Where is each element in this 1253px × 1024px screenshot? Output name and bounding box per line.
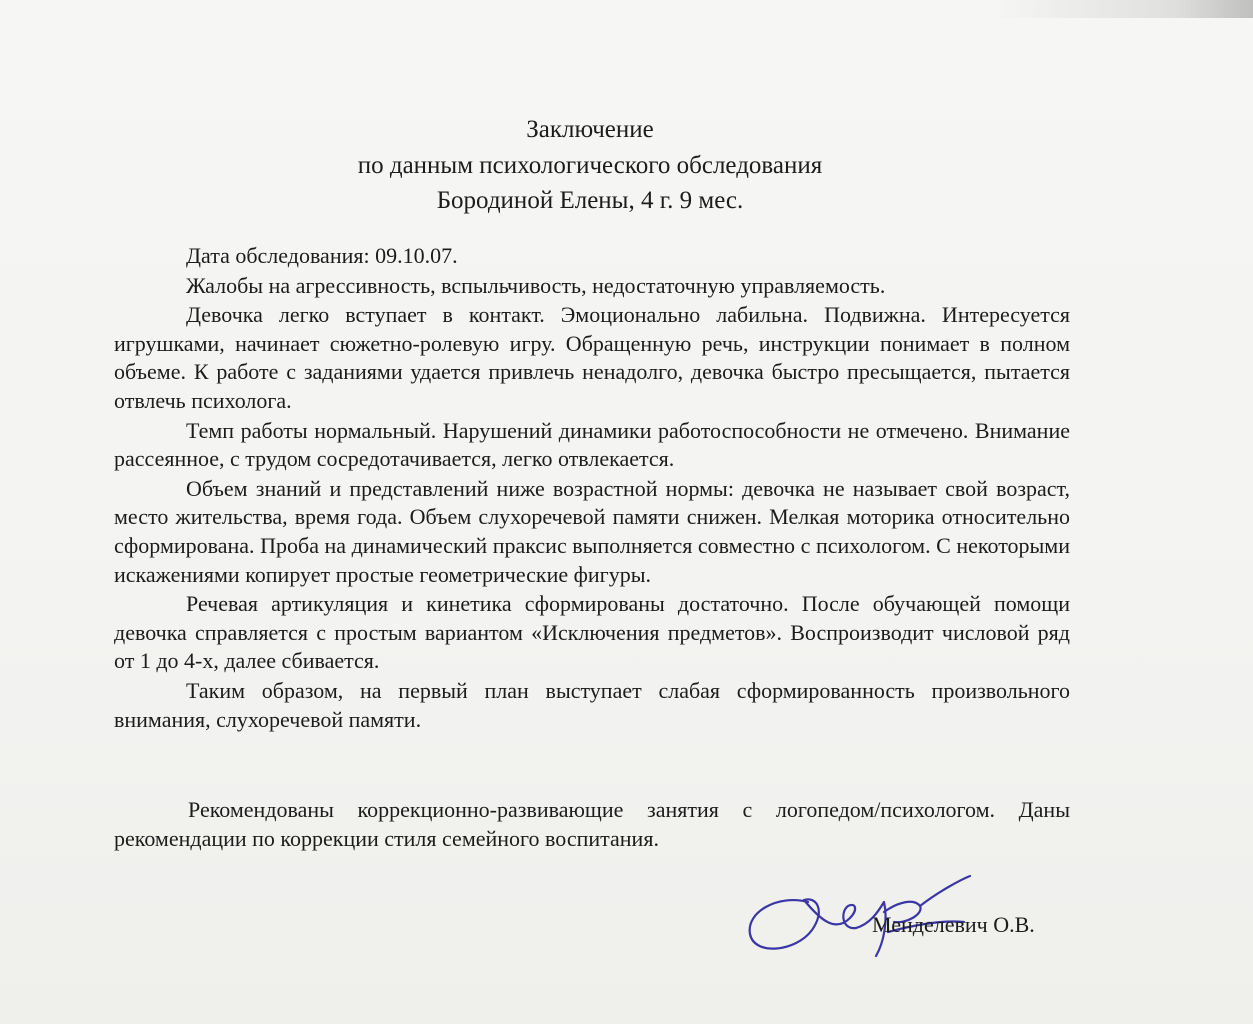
complaints: Жалобы на агрессивность, вспыльчивость, недостаточную управляемость. bbox=[186, 272, 886, 298]
document-body bbox=[114, 242, 1070, 734]
paragraph-conclusion: Таким образом, на первый план выступает слабая сформированность произвольного внимания, слухоречевой памяти. bbox=[114, 677, 1070, 732]
paragraph-work-tempo: Темп работы нормальный. Нарушений динамики работоспособности не отмечено. Внимание рассеянное, с трудом сосредотачивается, легко отвлекается. bbox=[114, 417, 1070, 472]
exam-date: Дата обследования: 09.10.07. bbox=[186, 243, 458, 268]
recommendations: Рекомендованы коррекционно-развивающие занятия с логопедом/психологом. Даны рекомендации по коррекции стиля семейного воспитания. bbox=[114, 797, 1070, 851]
signer-name: Менделевич О.В. bbox=[872, 912, 1035, 937]
title-line-1: Заключение bbox=[526, 116, 654, 143]
paragraph-contact: Девочка легко вступает в контакт. Эмоционально лабильна. Подвижна. Интересуется игрушками, начинает сюжетно-ролевую игру. Обращенную речь, инструкции понимает в полном объеме. К работе с заданиями удается привлечь ненадолго, девочка быстро пресыщается, пытается отвлечь психолога. bbox=[114, 302, 1070, 413]
paragraph-speech: Речевая артикуляция и кинетика сформированы достаточно. После обучающей помощи девочка справляется с простым вариантом «Исключения предметов». Воспроизводит числовой ряд от 1 до 4-х, далее сбивается. bbox=[114, 591, 1070, 674]
page-edge-shadow bbox=[993, 0, 1253, 18]
title-line-3: Бородиной Елены, 4 г. 9 мес. bbox=[436, 187, 744, 214]
signature-block bbox=[730, 872, 1090, 962]
paragraph-knowledge: Объем знаний и представлений ниже возрастной нормы: девочка не называет свой возраст, место жительства, время года. Объем слухоречевой памяти снижен. Мелкая моторика относительно сформирована. Проба на динамический праксис выполняется совместно с психологом. С некоторыми искажениями копирует простые геометрические фигуры. bbox=[114, 475, 1070, 587]
document-title bbox=[0, 112, 1180, 219]
title-line-2: по данным психологического обследования bbox=[357, 151, 823, 179]
